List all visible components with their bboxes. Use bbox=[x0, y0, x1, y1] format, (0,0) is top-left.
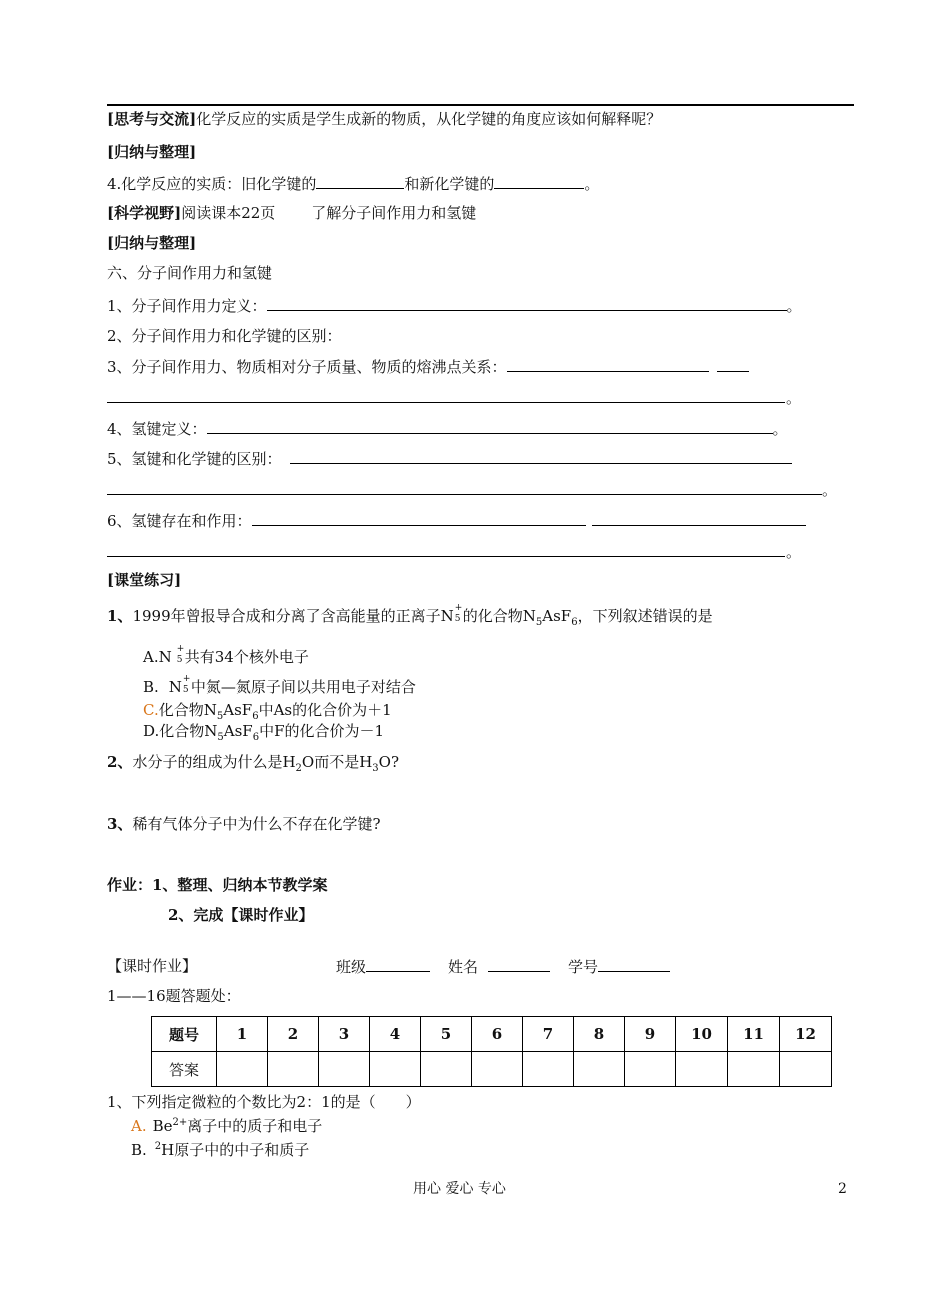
q3-blank-b[interactable] bbox=[717, 356, 749, 372]
q6-blank-line2[interactable] bbox=[107, 556, 785, 557]
practice-q3 bbox=[107, 814, 380, 834]
h3o-sub: 3 bbox=[372, 763, 379, 774]
opt-d-sub6: 6 bbox=[252, 732, 260, 743]
name-label: 姓名 bbox=[448, 958, 479, 976]
q2-difference: 2、分子间作用力和化学键的区别： bbox=[107, 327, 342, 345]
practice-q1-num: 1、 bbox=[107, 607, 133, 625]
science-text-2: 了解分子间作用力和氢键 bbox=[311, 204, 477, 222]
opt-b-text: 中氮—氮原子间以共用电子对结合 bbox=[190, 678, 416, 696]
practice-q1-option-c[interactable] bbox=[143, 700, 392, 720]
answer-table-number: 5 bbox=[421, 1017, 472, 1052]
science-tag: [科学视野] bbox=[107, 204, 182, 222]
compound-sub-6: 6 bbox=[571, 617, 578, 628]
opt-c-asf: AsF bbox=[223, 701, 253, 719]
q6-hbond-role bbox=[107, 510, 806, 531]
practice-q2 bbox=[107, 752, 399, 772]
q6-label: 6、氢键存在和作用： bbox=[107, 512, 252, 530]
q3-label: 3、分子间作用力、物质相对分子质量、物质的熔沸点关系： bbox=[107, 358, 507, 376]
top-rule bbox=[107, 104, 854, 106]
answer-cell[interactable] bbox=[625, 1052, 676, 1087]
item4-middle: 和新化学键的 bbox=[404, 175, 495, 193]
answer-table-header-row bbox=[152, 1017, 832, 1052]
blank-old-bond[interactable] bbox=[316, 173, 404, 189]
id-blank[interactable] bbox=[598, 956, 670, 972]
answer-table-number: 11 bbox=[728, 1017, 780, 1052]
answer-cell[interactable] bbox=[574, 1052, 625, 1087]
answer-table-answer-row bbox=[152, 1052, 832, 1087]
summary-heading-1: [归纳与整理] bbox=[107, 143, 197, 161]
practice-q1-option-b[interactable] bbox=[143, 676, 416, 697]
practice-q2-text-b: O而不是H bbox=[301, 753, 373, 771]
opt-a-text: 共有34个核外电子 bbox=[184, 648, 309, 666]
practice-q1-text-a: 1999年曾报导合成和分离了含高能量的正离子 bbox=[132, 607, 441, 625]
opt-c-n: N bbox=[203, 701, 217, 719]
thinking-text: 化学反应的实质是学生成新的物质，从化学键的角度应该如何解释呢？ bbox=[196, 110, 662, 128]
answer-table-number: 10 bbox=[676, 1017, 728, 1052]
ion-subscript: 5 bbox=[454, 614, 461, 624]
answer-cell[interactable] bbox=[676, 1052, 728, 1087]
q6-blank-b[interactable] bbox=[592, 510, 806, 526]
opt-c-sub6: 6 bbox=[252, 711, 259, 722]
q3-blank-a[interactable] bbox=[507, 356, 709, 372]
answer-table-row-label: 答案 bbox=[152, 1052, 217, 1087]
practice-q1-option-a[interactable] bbox=[143, 646, 309, 667]
hw-opt-a-be: Be bbox=[152, 1117, 173, 1135]
q4-blank[interactable] bbox=[207, 418, 773, 434]
answer-cell[interactable] bbox=[268, 1052, 319, 1087]
name-blank[interactable] bbox=[488, 956, 550, 972]
answer-table-number: 9 bbox=[625, 1017, 676, 1052]
practice-q1-text-c: ，下列叙述错误的是 bbox=[577, 607, 713, 625]
answer-table-number: 12 bbox=[780, 1017, 832, 1052]
lesson-tag: 【课时作业】 bbox=[107, 957, 198, 975]
homework-line-2: 2、完成【课时作业】 bbox=[168, 906, 314, 924]
science-text: 阅读课本22页 bbox=[181, 204, 276, 222]
hw-q1-option-b[interactable] bbox=[131, 1140, 309, 1160]
answer-table-number: 6 bbox=[472, 1017, 523, 1052]
thinking-tag: [思考与交流] bbox=[107, 110, 197, 128]
compound-n: N bbox=[522, 607, 536, 625]
opt-d-n: N bbox=[204, 722, 218, 740]
practice-q2-num: 2、 bbox=[107, 753, 133, 771]
answer-table-number: 7 bbox=[523, 1017, 574, 1052]
q1-period: 。 bbox=[786, 297, 802, 315]
thinking-line bbox=[107, 109, 661, 129]
opt-d-prefix: D.化合物 bbox=[143, 722, 205, 740]
practice-q2-text-c: O? bbox=[378, 753, 400, 771]
opt-b-n: N bbox=[168, 678, 182, 696]
q3-relation bbox=[107, 356, 749, 377]
practice-q1 bbox=[107, 605, 713, 626]
answer-table bbox=[151, 1016, 832, 1087]
q4-label: 4、氢键定义： bbox=[107, 420, 207, 438]
page-number: 2 bbox=[838, 1181, 847, 1197]
science-line bbox=[107, 203, 476, 223]
opt-b-charge: + bbox=[182, 674, 191, 684]
hw-opt-a-letter: A. bbox=[131, 1117, 147, 1135]
item-4 bbox=[107, 173, 599, 194]
opt-b-prefix: B. bbox=[143, 678, 159, 696]
h2o-sub: 2 bbox=[295, 763, 302, 774]
answer-table-number: 1 bbox=[217, 1017, 268, 1052]
opt-a-charge: + bbox=[176, 644, 185, 654]
q3-blank-line2[interactable] bbox=[107, 402, 785, 403]
answer-cell[interactable] bbox=[319, 1052, 370, 1087]
answer-table-number: 8 bbox=[574, 1017, 625, 1052]
item4-end: 。 bbox=[584, 175, 600, 193]
q5-hbond-difference bbox=[107, 448, 792, 469]
q5-label: 5、氢键和化学键的区别： bbox=[107, 450, 282, 468]
hw-q1: 1、下列指定微粒的个数比为2：1的是（ ） bbox=[107, 1093, 421, 1111]
opt-c-sub5: 5 bbox=[216, 711, 224, 722]
answer-table-number: 4 bbox=[370, 1017, 421, 1052]
practice-q3-num: 3、 bbox=[107, 815, 133, 833]
practice-q2-text-a: 水分子的组成为什么是H bbox=[132, 753, 296, 771]
practice-heading: [课堂练习] bbox=[107, 571, 182, 589]
ion-charge: + bbox=[454, 603, 463, 613]
hw-opt-a-charge: 2+ bbox=[172, 1117, 188, 1128]
practice-q1-option-d[interactable] bbox=[143, 721, 384, 741]
answer-cell[interactable] bbox=[370, 1052, 421, 1087]
opt-b-sub: 5 bbox=[182, 685, 189, 695]
item4-prefix: 4.化学反应的实质：旧化学键的 bbox=[107, 175, 317, 193]
practice-q3-text: 稀有气体分子中为什么不存在化学键? bbox=[132, 815, 381, 833]
answer-cell[interactable] bbox=[421, 1052, 472, 1087]
q6-period: 。 bbox=[786, 543, 802, 561]
opt-a-sub: 5 bbox=[176, 655, 183, 665]
compound-sub-5: 5 bbox=[535, 617, 543, 628]
homework-line-1: 作业：1、整理、归纳本节教学案 bbox=[107, 876, 328, 894]
q4-hbond-definition bbox=[107, 418, 788, 439]
opt-a-prefix: A.N bbox=[143, 648, 172, 666]
q5-blank-line2[interactable] bbox=[107, 494, 822, 495]
hw-q1-option-a[interactable] bbox=[131, 1116, 322, 1136]
section-6-title: 六、分子间作用力和氢键 bbox=[107, 264, 273, 282]
answer-table-number: 3 bbox=[319, 1017, 370, 1052]
class-label: 班级 bbox=[336, 958, 367, 976]
q5-period: 。 bbox=[822, 481, 838, 499]
opt-c-text2: 中As的化合价为＋1 bbox=[258, 701, 392, 719]
answer-area-label: 1——16题答题处： bbox=[107, 987, 241, 1005]
q1-definition bbox=[107, 295, 802, 316]
q4-period: 。 bbox=[772, 420, 788, 438]
ion-n: N bbox=[440, 607, 454, 625]
answer-cell[interactable] bbox=[217, 1052, 268, 1087]
hw-opt-b-prefix: B. bbox=[131, 1141, 147, 1159]
practice-q1-text-b: 的化合物 bbox=[462, 607, 523, 625]
summary-heading-2: [归纳与整理] bbox=[107, 234, 197, 252]
compound-asf: AsF bbox=[542, 607, 572, 625]
footer-motto: 用心 爱心 专心 bbox=[413, 1181, 506, 1197]
q1-label: 1、分子间作用力定义： bbox=[107, 297, 267, 315]
q5-blank[interactable] bbox=[290, 448, 792, 464]
q3-period: 。 bbox=[786, 389, 802, 407]
answer-cell[interactable] bbox=[780, 1052, 832, 1087]
opt-d-text: 中F的化合价为－1 bbox=[259, 722, 385, 740]
opt-d-sub5: 5 bbox=[217, 732, 224, 743]
answer-cell[interactable] bbox=[728, 1052, 780, 1087]
answer-cell[interactable] bbox=[472, 1052, 523, 1087]
lesson-name bbox=[448, 956, 550, 977]
q6-blank-a[interactable] bbox=[252, 510, 586, 526]
lesson-class bbox=[336, 956, 430, 977]
hw-opt-b-text: H原子中的中子和质子 bbox=[161, 1141, 310, 1159]
class-blank[interactable] bbox=[366, 956, 430, 972]
lesson-id bbox=[568, 956, 670, 977]
opt-c-text1: 化合物 bbox=[158, 701, 204, 719]
answer-cell[interactable] bbox=[523, 1052, 574, 1087]
opt-d-asf: AsF bbox=[223, 722, 253, 740]
hw-opt-b-mass: 2 bbox=[154, 1141, 162, 1152]
blank-new-bond[interactable] bbox=[494, 173, 584, 189]
answer-table-number: 2 bbox=[268, 1017, 319, 1052]
id-label: 学号 bbox=[568, 958, 599, 976]
hw-opt-a-text: 离子中的质子和电子 bbox=[187, 1117, 323, 1135]
answer-table-header-label: 题号 bbox=[152, 1017, 217, 1052]
q1-blank[interactable] bbox=[267, 295, 787, 311]
opt-c-letter: C. bbox=[143, 701, 159, 719]
